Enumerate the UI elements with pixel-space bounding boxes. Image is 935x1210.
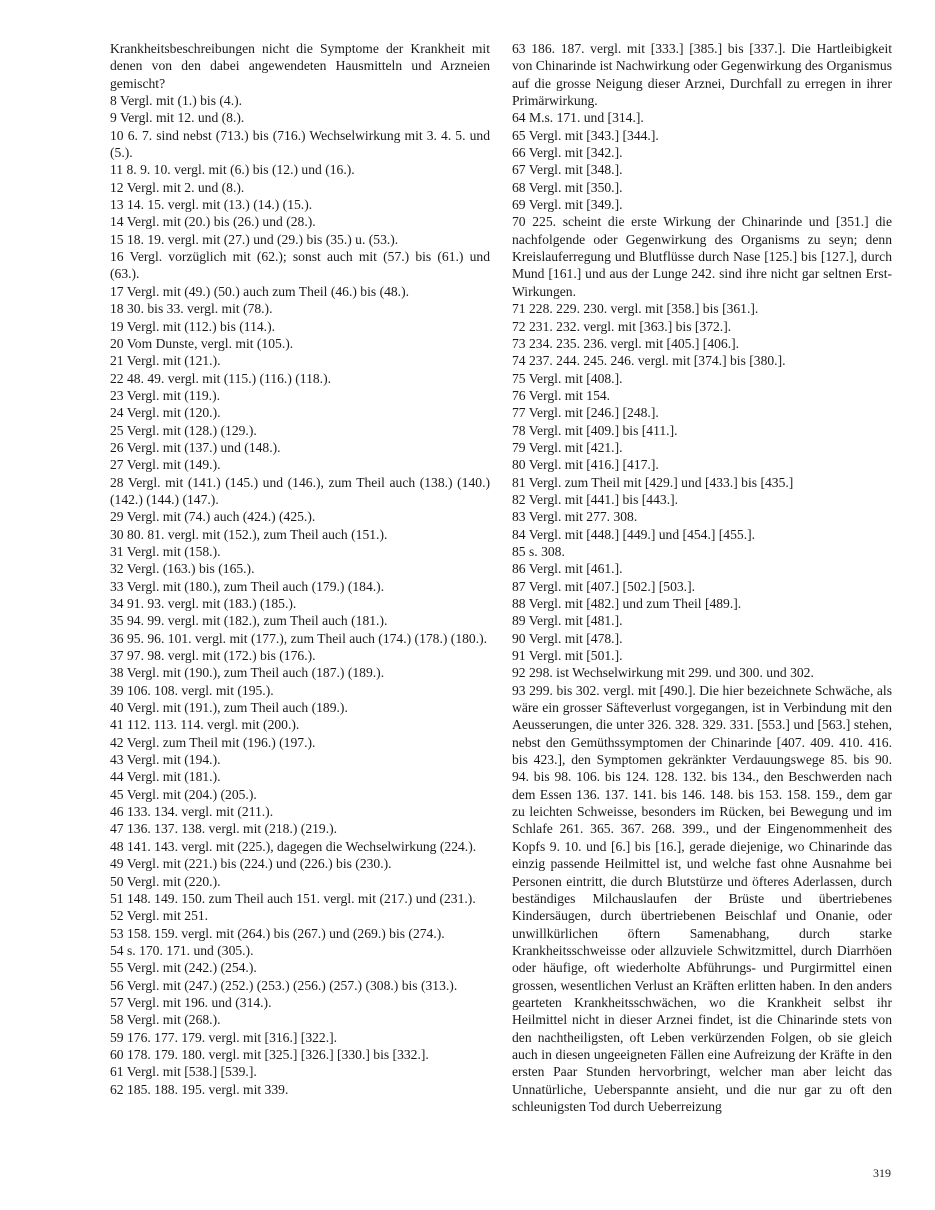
footnote-entry: 75 Vergl. mit [408.]. (512, 370, 623, 386)
footnote-entry: 76 Vergl. mit 154. (512, 387, 611, 403)
footnote-entry: 49 Vergl. mit (221.) bis (224.) und (226.) bis (230.). (110, 856, 392, 872)
footnote-entry: 22 48. 49. vergl. mit (115.) (116.) (118.). (110, 370, 331, 386)
footnote-entry: 20 Vom Dunste, vergl. mit (105.). (110, 335, 294, 351)
footnote-entry: 46 133. 134. vergl. mit (211.). (110, 804, 274, 820)
right-column (512, 40, 892, 1115)
footnote-entry: 66 Vergl. mit [342.]. (512, 145, 623, 161)
footnote-entry: 38 Vergl. mit (190.), zum Theil auch (187.) (189.). (110, 665, 385, 681)
footnote-entry: 19 Vergl. mit (112.) bis (114.). (110, 318, 276, 334)
footnote-entry: 32 Vergl. (163.) bis (165.). (110, 561, 255, 577)
footnote-entry: 65 Vergl. mit [343.] [344.]. (512, 127, 659, 143)
footnote-entry: 72 231. 232. vergl. mit [363.] bis [372.]. (512, 318, 732, 334)
footnote-entry: 58 Vergl. mit (268.). (110, 1012, 221, 1028)
footnote-entry: 42 Vergl. zum Theil mit (196.) (197.). (110, 734, 316, 750)
footnote-entry: 12 Vergl. mit 2. und (8.). (110, 179, 245, 195)
footnote-entry: 47 136. 137. 138. vergl. mit (218.) (219.). (110, 821, 338, 837)
footnote-entry: 60 178. 179. 180. vergl. mit [325.] [326.] [330.] bis [332.]. (110, 1046, 429, 1062)
footnote-entry: 28 Vergl. mit (141.) (145.) und (146.), zum Theil auch (138.) (140.) (142.) (144.) (147.). (110, 474, 490, 507)
footnote-entry: 34 91. 93. vergl. mit (183.) (185.). (110, 596, 297, 611)
footnote-entry: 69 Vergl. mit [349.]. (512, 197, 623, 213)
footnote-entry: 87 Vergl. mit [407.] [502.] [503.]. (512, 578, 695, 594)
footnote-entry: 59 176. 177. 179. vergl. mit [316.] [322.]. (110, 1029, 338, 1045)
footnote-entry: 30 80. 81. vergl. mit (152.), zum Theil auch (151.). (110, 526, 388, 542)
footnote-entry: 33 Vergl. mit (180.), zum Theil auch (179.) (184.). (110, 578, 385, 594)
footnote-entry: 77 Vergl. mit [246.] [248.]. (512, 405, 659, 421)
footnote-entry: 21 Vergl. mit (121.). (110, 353, 221, 369)
footnote-entry: 84 Vergl. mit [448.] [449.] und [454.] [455.]. (512, 526, 756, 542)
footnote-entry: 93 299. bis 302. vergl. mit [490.]. Die hier bezeichnete Schwäche, als wäre ein grosser Säfteverlust vorgegangen, ist in Verbindung mit den Aeusserungen, die unter 326. 328. 329. 331. [553.] und [563.] stehen, nebst den Gemüthssymptomen der Chinarinde [407. 409. 410. 416. bis 423.], den Symptomen gekränkter Verdauungswege 85. bis 90. 94. bis 98. 106. bis 124. 128. 132. bis 134., den Beschwerden nach dem Essen 136. 137. 141. bis 146. 148. bis 153. 158. 159., dem gar zu leichten Schweisse, besonders im Rücken, bei Bewegung und im Schlafe 261. 365. 367. 268. 399., und der Eingenommenheit des Kopfs 9. 10. und [6.] bis [16.], gerade diejenige, wo Chinarinde das einzig passende Heilmittel ist, und welche fast ohne Ausnahme bei Personen eintritt, die durch Blutstürze und öfteres Aderlassen, durch beständiges Milchauslaufen der Brüste und übertriebenes Kindersäugen, durch übertriebenen Beischlaf und Onanie, oder unwillkürlichen öftern Samenabhang, durch starke Krankheitsschweisse oder allzuviele Schwitzmittel, durch Diarrhöen oder häufige, oft wiederholte Abführungs- und Purgirmittel einen grossen, wesentlichen Verlust an Kräften erlitten haben. In den anders gearteten Krankheitsschwächen, wo die Krankheit selbst ihr Heilmittel nicht in dieser Arznei findet, ist die Chinarinde stets von den nachtheiligsten, oft Leben verkürzenden Folgen, ob sie gleich auch in diesen ungeeigneten Fällen eine Aufreizung der Kräfte in den ersten Paar Stunden hervorbringt, welcher man aber leicht das Unnatürliche, Ueberspannte ansieht, und die nur gar zu oft den schleunigsten Tod durch Ueberreizung (512, 682, 892, 1114)
footnote-entry: 31 Vergl. mit (158.). (110, 543, 221, 559)
footnote-entry: 14 Vergl. mit (20.) bis (26.) und (28.). (110, 214, 316, 230)
footnote-entry: 71 228. 229. 230. vergl. mit [358.] bis [361.]. (512, 301, 759, 317)
footnote-entry: 51 148. 149. 150. zum Theil auch 151. vergl. mit (217.) und (231.). (110, 890, 476, 906)
footnote-entry: 48 141. 143. vergl. mit (225.), dagegen die Wechselwirkung (224.). (110, 838, 477, 854)
footnote-entry: 16 Vergl. vorzüglich mit (62.); sonst auch mit (57.) bis (61.) und (63.). (110, 249, 490, 282)
footnote-entry: Krankheitsbeschreibungen nicht die Symptome der Krankheit mit denen von den dabei angewendeten Hausmitteln und Arzneien gemischt? (110, 41, 490, 91)
footnote-entry: 68 Vergl. mit [350.]. (512, 179, 623, 195)
footnote-entry: 83 Vergl. mit 277. 308. (512, 509, 638, 525)
footnote-entry: 73 234. 235. 236. vergl. mit [405.] [406.]. (512, 335, 740, 351)
footnote-entry: 35 94. 99. vergl. mit (182.), zum Theil auch (181.). (110, 613, 388, 629)
footnote-entry: 88 Vergl. mit [482.] und zum Theil [489.]. (512, 596, 742, 611)
footnote-entry: 13 14. 15. vergl. mit (13.) (14.) (15.). (110, 197, 313, 213)
footnote-entry: 9 Vergl. mit 12. und (8.). (110, 110, 245, 126)
footnote-entry: 81 Vergl. zum Theil mit [429.] und [433.] bis [435.] (512, 474, 794, 490)
footnote-entry: 63 186. 187. vergl. mit [333.] [385.] bis [337.]. Die Hartleibigkeit von Chinarinde ist Nachwirkung oder Gegenwirkung des Organismus auf die grosse Neigung dieser Arznei, Durchfall zu erregen in ihrer Primärwirkung. (512, 41, 892, 109)
footnote-entry: 79 Vergl. mit [421.]. (512, 439, 623, 455)
footnote-entry: 61 Vergl. mit [538.] [539.]. (110, 1064, 257, 1080)
footnote-entry: 89 Vergl. mit [481.]. (512, 613, 623, 629)
footnote-entry: 11 8. 9. 10. vergl. mit (6.) bis (12.) und (16.). (110, 162, 355, 178)
footnote-entry: 78 Vergl. mit [409.] bis [411.]. (512, 422, 678, 438)
footnote-entry: 41 112. 113. 114. vergl. mit (200.). (110, 717, 300, 733)
footnote-entry: 25 Vergl. mit (128.) (129.). (110, 422, 257, 438)
footnote-entry: 86 Vergl. mit [461.]. (512, 561, 623, 577)
footnote-entry: 90 Vergl. mit [478.]. (512, 630, 623, 646)
footnote-entry: 55 Vergl. mit (242.) (254.). (110, 960, 257, 976)
footnote-entry: 45 Vergl. mit (204.) (205.). (110, 786, 257, 802)
footnote-entry: 10 6. 7. sind nebst (713.) bis (716.) Wechselwirkung mit 3. 4. 5. und (5.). (110, 127, 490, 161)
footnote-entry: 67 Vergl. mit [348.]. (512, 162, 623, 178)
footnote-entry: 24 Vergl. mit (120.). (110, 405, 221, 421)
footnote-entry: 54 s. 170. 171. und (305.). (110, 942, 254, 958)
page-number: 319 (873, 1166, 891, 1180)
footnote-entry: 18 30. bis 33. vergl. mit (78.). (110, 301, 273, 317)
footnote-entry: 70 225. scheint die erste Wirkung der Chinarinde und [351.] die nachfolgende oder Gegenwirkung des Organisms zu seyn; denn Kreislauferregung und Blutflüsse durch Nase [125.] bis [127.], durch Mund [161.] und aus der Lunge 242. sind ihre nicht gar seltnen Erst-Wirkungen. (512, 214, 892, 299)
footnote-entry: 37 97. 98. vergl. mit (172.) bis (176.). (110, 648, 316, 664)
footnote-entry: 36 95. 96. 101. vergl. mit (177.), zum Theil auch (174.) (178.) (180.). (110, 630, 488, 646)
footnote-entry: 52 Vergl. mit 251. (110, 908, 209, 924)
footnote-entry: 91 Vergl. mit [501.]. (512, 648, 623, 664)
footnote-entry: 57 Vergl. mit 196. und (314.). (110, 994, 272, 1010)
footnote-entry: 44 Vergl. mit (181.). (110, 769, 221, 785)
footnote-entry: 74 237. 244. 245. 246. vergl. mit [374.] bis [380.]. (512, 353, 786, 369)
footnote-entry: 56 Vergl. mit (247.) (252.) (253.) (256.) (257.) (308.) bis (313.). (110, 977, 458, 993)
footnote-entry: 53 158. 159. vergl. mit (264.) bis (267.) und (269.) bis (274.). (110, 925, 445, 941)
footnote-entry: 43 Vergl. mit (194.). (110, 752, 221, 768)
footnote-entry: 80 Vergl. mit [416.] [417.]. (512, 457, 659, 473)
footnote-entry: 29 Vergl. mit (74.) auch (424.) (425.). (110, 509, 316, 525)
footnote-entry: 50 Vergl. mit (220.). (110, 873, 221, 889)
footnote-entry: 17 Vergl. mit (49.) (50.) auch zum Theil (46.) bis (48.). (110, 283, 410, 299)
footnote-entry: 62 185. 188. 195. vergl. mit 339. (110, 1081, 289, 1097)
footnote-entry: 26 Vergl. mit (137.) und (148.). (110, 439, 281, 455)
footnote-entry: 92 298. ist Wechselwirkung mit 299. und 300. und 302. (512, 665, 814, 681)
left-column (110, 40, 490, 1098)
footnote-entry: 23 Vergl. mit (119.). (110, 387, 221, 403)
footnote-entry: 39 106. 108. vergl. mit (195.). (110, 682, 274, 698)
footnote-entry: 8 Vergl. mit (1.) bis (4.). (110, 93, 243, 109)
footnote-entry: 40 Vergl. mit (191.), zum Theil auch (189.). (110, 700, 348, 716)
footnote-entry: 27 Vergl. mit (149.). (110, 457, 221, 473)
footnote-entry: 64 M.s. 171. und [314.]. (512, 110, 644, 126)
footnote-entry: 15 18. 19. vergl. mit (27.) und (29.) bis (35.) u. (53.). (110, 231, 399, 247)
footnote-entry: 85 s. 308. (512, 543, 565, 559)
footnote-entry: 82 Vergl. mit [441.] bis [443.]. (512, 491, 679, 507)
